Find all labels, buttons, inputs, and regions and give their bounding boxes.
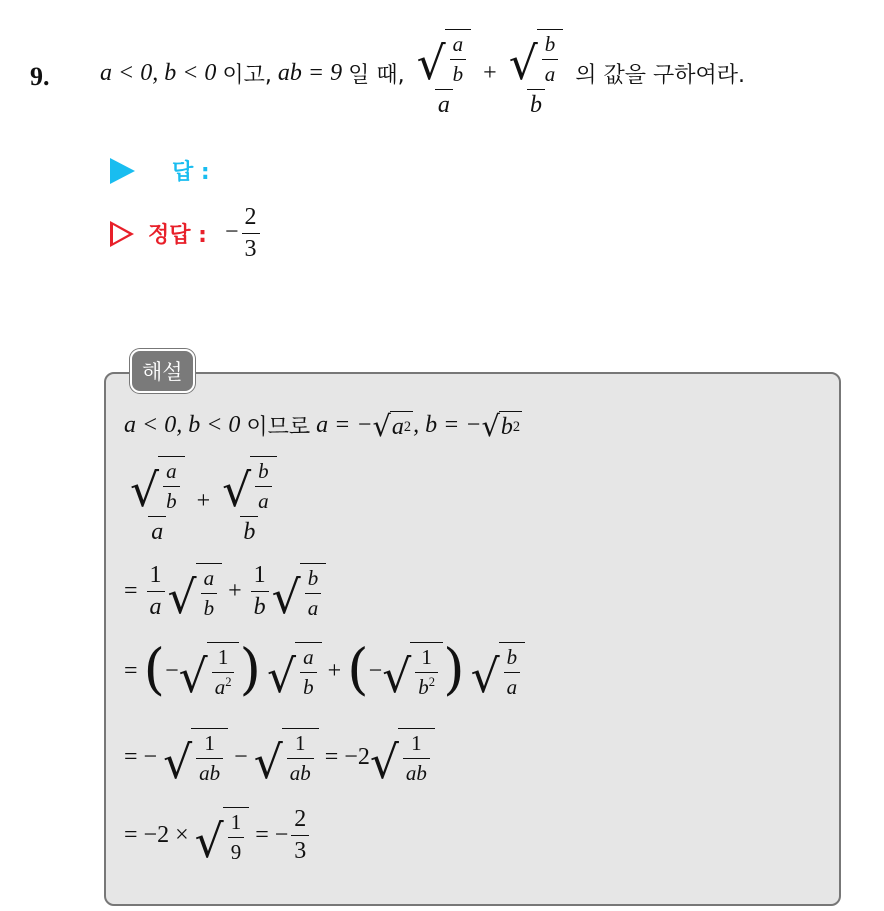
solution-line-4: = ( − √ $\frac{1}{a^2}$ ) √ $\frac{a}{b}$ + ( − √ $\frac{1}{b^2}$ ) √ $\frac{b}{a}$ (124, 642, 525, 700)
condition-a: a < 0, (100, 60, 159, 86)
solution-tab: 해설 (130, 349, 195, 393)
question-fraction-2: √ $\frac{b}{a}$ b (506, 29, 567, 119)
solution-line-5: = − √ $\frac{1}{ab}$ − √ $\frac{1}{ab}$ = −2 √ $\frac{1}{ab}$ (124, 728, 435, 786)
correct-answer-label: 정답 : (148, 223, 207, 248)
question-number: 9. (30, 62, 50, 91)
condition-ab: ab = 9 (277, 60, 343, 86)
solution-line-6: = −2 × √ $\frac{1}{9}$ = − $\frac{2}{3}$ (124, 806, 312, 865)
solution-line-1: a < 0, b < 0 이므로 a = − √ a 2 , b = − √ b 2 (124, 408, 521, 443)
ko-find: 의 값을 구하여라. (575, 63, 746, 88)
ko-when: 일 때, (348, 63, 405, 88)
condition-b: b < 0 (164, 60, 217, 86)
solution-line-2: √ $\frac{a}{b}$ a + √ $\frac{b}{a}$ b (124, 456, 283, 546)
solution-line-3: = $\frac{1}{a}$ √ $\frac{a}{b}$ + $\frac{1}{b}$ √ $\frac{b}{a}$ (124, 562, 326, 621)
answer-label: 답 : (172, 160, 210, 185)
correct-answer-value: − $\frac{2}{3}$ (225, 204, 263, 263)
play-triangle-icon (110, 158, 135, 184)
question-text: a < 0, b < 0 이고, ab = 9 일 때, √ $\frac{a}{b}$ a + √ $\frac{b}{a}$ b 의 값을 구하여라. (100, 16, 745, 131)
outline-triangle-icon (110, 221, 134, 247)
answer-row[interactable] (110, 155, 210, 186)
ko-and: 이고, (222, 63, 272, 88)
correct-answer-row (110, 204, 263, 263)
question-fraction-1: √ $\frac{a}{b}$ a (414, 29, 475, 119)
